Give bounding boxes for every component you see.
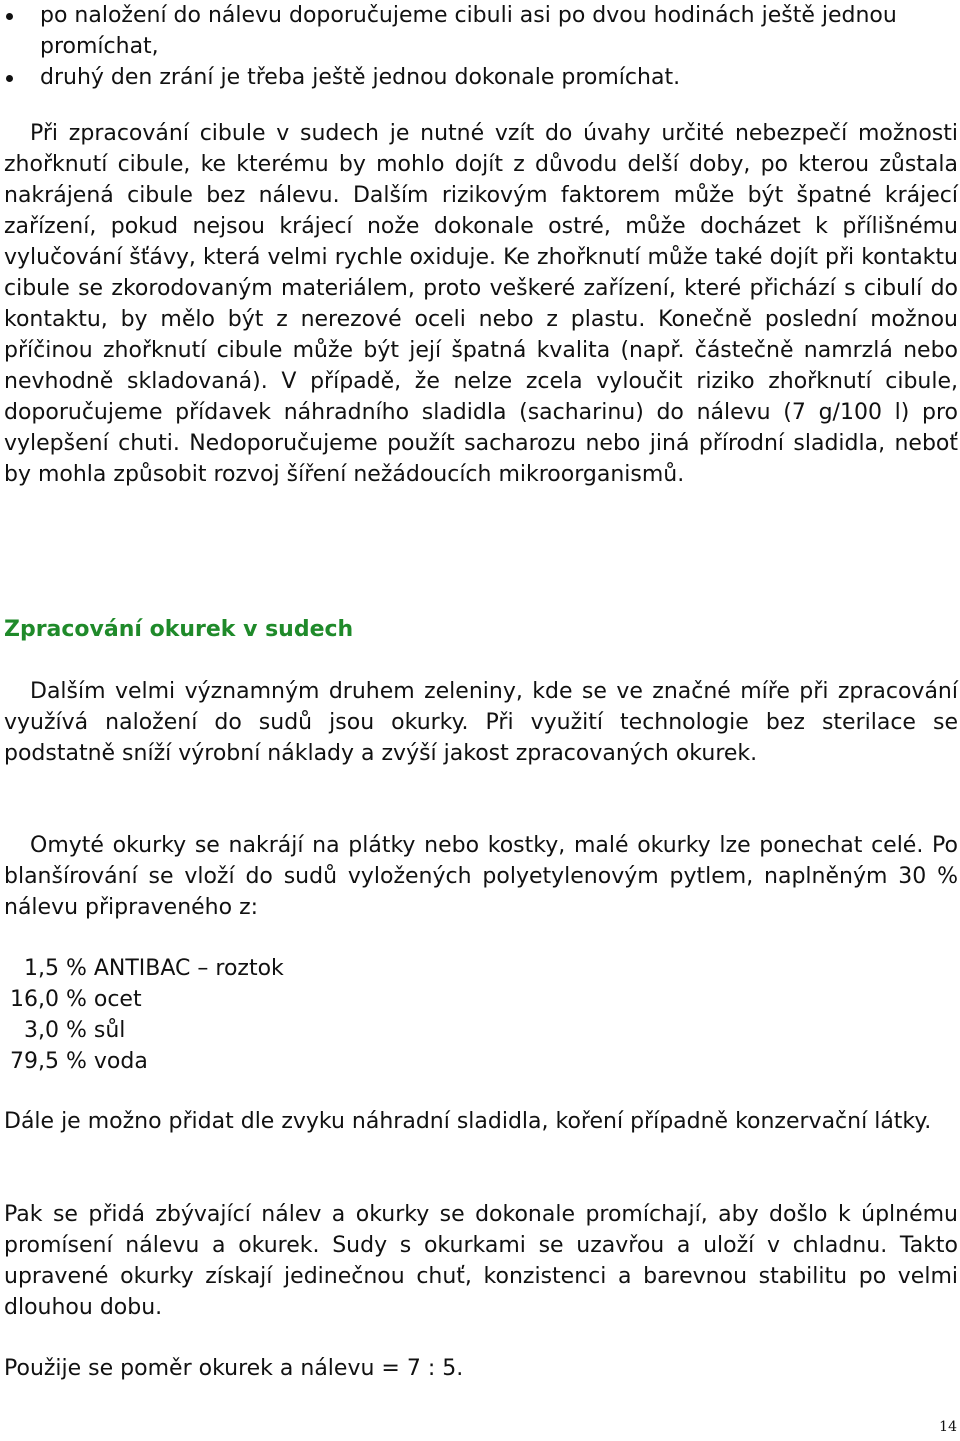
- recipe-item: 16,0 % ocet: [10, 987, 142, 1012]
- recipe-item: 1,5 % ANTIBAC – roztok: [10, 956, 284, 981]
- paragraph-cucumbers-process: Omyté okurky se nakrájí na plátky nebo kostky, malé okurky lze ponechat celé. Po blanšírování se vloží do sudů vyložených polyetylenovým pytlem, naplněným 30 % nálevu připraveného z:: [4, 833, 958, 920]
- bullet-text: po naložení do nálevu doporučujeme cibuli asi po dvou hodinách ještě jednou promíchat,: [40, 3, 897, 59]
- recipe-item: 79,5 % voda: [10, 1049, 148, 1074]
- page-number: 14: [939, 1419, 957, 1435]
- paragraph-ratio: Použije se poměr okurek a nálevu = 7 : 5.: [4, 1356, 464, 1381]
- paragraph-mixing: Pak se přidá zbývající nálev a okurky se dokonale promíchají, aby došlo k úplnému promísení nálevu a okurek. Sudy s okurkami se uzavřou a uloží v chladnu. Takto upravené okurky získají jedinečnou chuť, konzistenci a barevnou stabilitu po velmi dlouhou dobu.: [4, 1202, 958, 1320]
- paragraph-onion: Při zpracování cibule v sudech je nutné vzít do úvahy určité nebezpečí možnosti zhořknutí cibule, ke kterému by mohlo dojít z důvodu delší doby, po kterou zůstala nakrájená cibule bez nálevu. Dalším rizikovým faktorem může být špatné krájecí zařízení, pokud nejsou krájecí nože dokonale ostré, může docházet k přílišnému vylučování šťávy, která velmi rychle oxiduje. Ke zhořknutí může také dojít při kontaktu cibule se zkorodovaným materiálem, proto veškeré zařízení, které přichází s cibulí do kontaktu, by mělo být z nerezové oceli nebo z plastu. Konečně poslední možnou příčinou zhořknutí cibule může být její špatná kvalita (např. částečně namrzlá nebo nevhodně skladovaná). V případě, že nelze zcela vyloučit riziko zhořknutí cibule, doporučujeme přídavek náhradního sladidla (sacharinu) do nálevu (7 g/100 l) pro vylepšení chuti. Nedoporučujeme použít sacharozu nebo jiná přírodní sladidla, neboť by mohla způsobit rozvoj šíření nežádoucích mikroorganismů.: [4, 121, 958, 487]
- recipe-list: [10, 953, 284, 1077]
- recipe-item: 3,0 % sůl: [10, 1018, 126, 1043]
- section-heading: Zpracování okurek v sudech: [4, 617, 354, 642]
- bullet-item: [0, 0, 960, 62]
- bullet-list: [0, 0, 960, 93]
- paragraph-additives: Dále je možno přidat dle zvyku náhradní sladidla, koření případně konzervační látky.: [4, 1109, 932, 1134]
- bullet-item: [0, 62, 960, 93]
- bullet-icon: [6, 13, 13, 20]
- bullet-icon: [6, 75, 13, 82]
- paragraph-cucumbers-intro: Dalším velmi významným druhem zeleniny, kde se ve značné míře při zpracování využívá naložení do sudů jsou okurky. Při využití technologie bez sterilace se podstatně sníží výrobní náklady a zvýší jakost zpracovaných okurek.: [4, 679, 958, 766]
- bullet-text: druhý den zrání je třeba ještě jednou dokonale promíchat.: [40, 65, 681, 90]
